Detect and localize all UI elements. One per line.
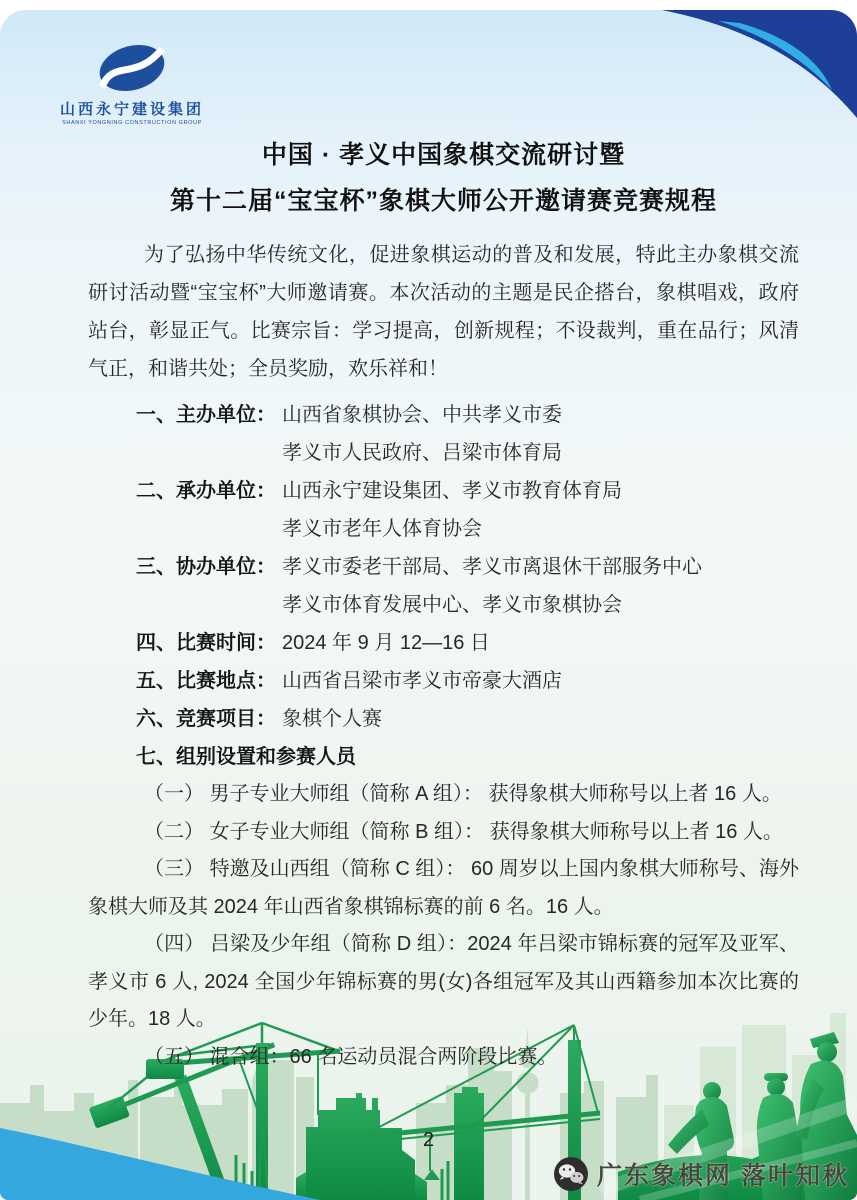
document-title-line1: 中国 · 孝义中国象棋交流研讨暨 [261,141,626,169]
page-number: 2 [422,1129,435,1151]
group-item-c: （三） 特邀及山西组（简称 C 组）： 60 周岁以上国内象棋大师称号、海外象棋大师及其 2024 年山西省象棋锦标赛的前 6 名。16 人。 [88,858,799,918]
section-value [282,662,799,700]
section-label: 七、组别设置和参赛人员 [136,746,356,768]
section-value [282,548,799,624]
section-value-line: 孝义市人民政府、吕梁市体育局 [282,442,562,464]
group-item-a: （一） 男子专业大师组（简称 A 组）： 获得象棋大师称号以上者 16 人。 [144,783,782,805]
section-value [282,396,799,472]
section-undertaker [136,472,799,548]
wechat-icon [553,1156,589,1192]
group-list [88,776,799,1076]
section-date [136,624,799,662]
watermark [553,1156,849,1192]
section-list [136,396,799,776]
company-name-cn: 山西永宁建设集团 [59,101,204,118]
section-event [136,700,799,738]
section-value-line: 孝义市体育发展中心、孝义市象棋协会 [282,594,622,616]
section-value [282,624,799,662]
section-label: 五、比赛地点： [136,670,276,692]
section-label: 三、协办单位： [136,556,276,578]
section-value-line: 孝义市委老干部局、孝义市离退休干部服务中心 [282,556,702,578]
section-label: 二、承办单位： [136,480,276,502]
group-item-mixed: （五） 混合组：66 名运动员混合两阶段比赛。 [144,1045,558,1068]
company-name-en: SHANXI YONGNING CONSTRUCTION GROUP [62,120,202,126]
section-value [282,700,799,738]
section-value-line: 山西永宁建设集团、孝义市教育体育局 [282,480,622,502]
section-label: 六、竞赛项目： [136,708,276,730]
section-value-line: 孝义市老年人体育协会 [282,518,482,540]
section-label: 四、比赛时间： [136,632,276,654]
section-label: 一、主办单位： [136,404,276,426]
section-groups-heading [136,738,799,776]
intro-paragraph: 为了弘扬中华传统文化，促进象棋运动的普及和发展，特此主办象棋交流研讨活动暨“宝宝杯”大师邀请赛。本次活动的主题是民企搭台，象棋唱戏，政府站台，彰显正气。比赛宗旨：学习提高，创新规程；不设裁判，重在品行；风清气正，和谐共处；全员奖励，欢乐祥和！ [88,244,799,380]
section-value-line: 2024 年 9 月 12—16 日 [282,632,490,654]
group-item-d: （四） 吕梁及少年组（简称 D 组）：2024 年吕梁市锦标赛的冠军及亚军、孝义市 6 人, 2024 全国少年锦标赛的男(女)各组冠军及其山西籍参加本次比赛的少年。18 人。 [88,933,799,1030]
section-organizer [136,396,799,472]
document-content [0,10,857,1076]
section-value-line: 山西省吕梁市孝义市帝豪大酒店 [282,670,562,692]
document-page [0,10,857,1200]
watermark-text: 广东象棋网 落叶知秋 [597,1162,849,1190]
group-item-b: （二） 女子专业大师组（简称 B 组）： 获得象棋大师称号以上者 16 人。 [144,820,783,843]
section-value-line: 象棋个人赛 [282,708,382,730]
corner-decoration-top-right [622,10,857,135]
section-value [282,472,799,548]
section-value-line: 山西省象棋协会、中共孝义市委 [282,404,562,426]
document-title-line2: 第十二届“宝宝杯”象棋大师公开邀请赛竞赛规程 [169,187,717,215]
section-venue [136,662,799,700]
section-co-organizer [136,548,799,624]
